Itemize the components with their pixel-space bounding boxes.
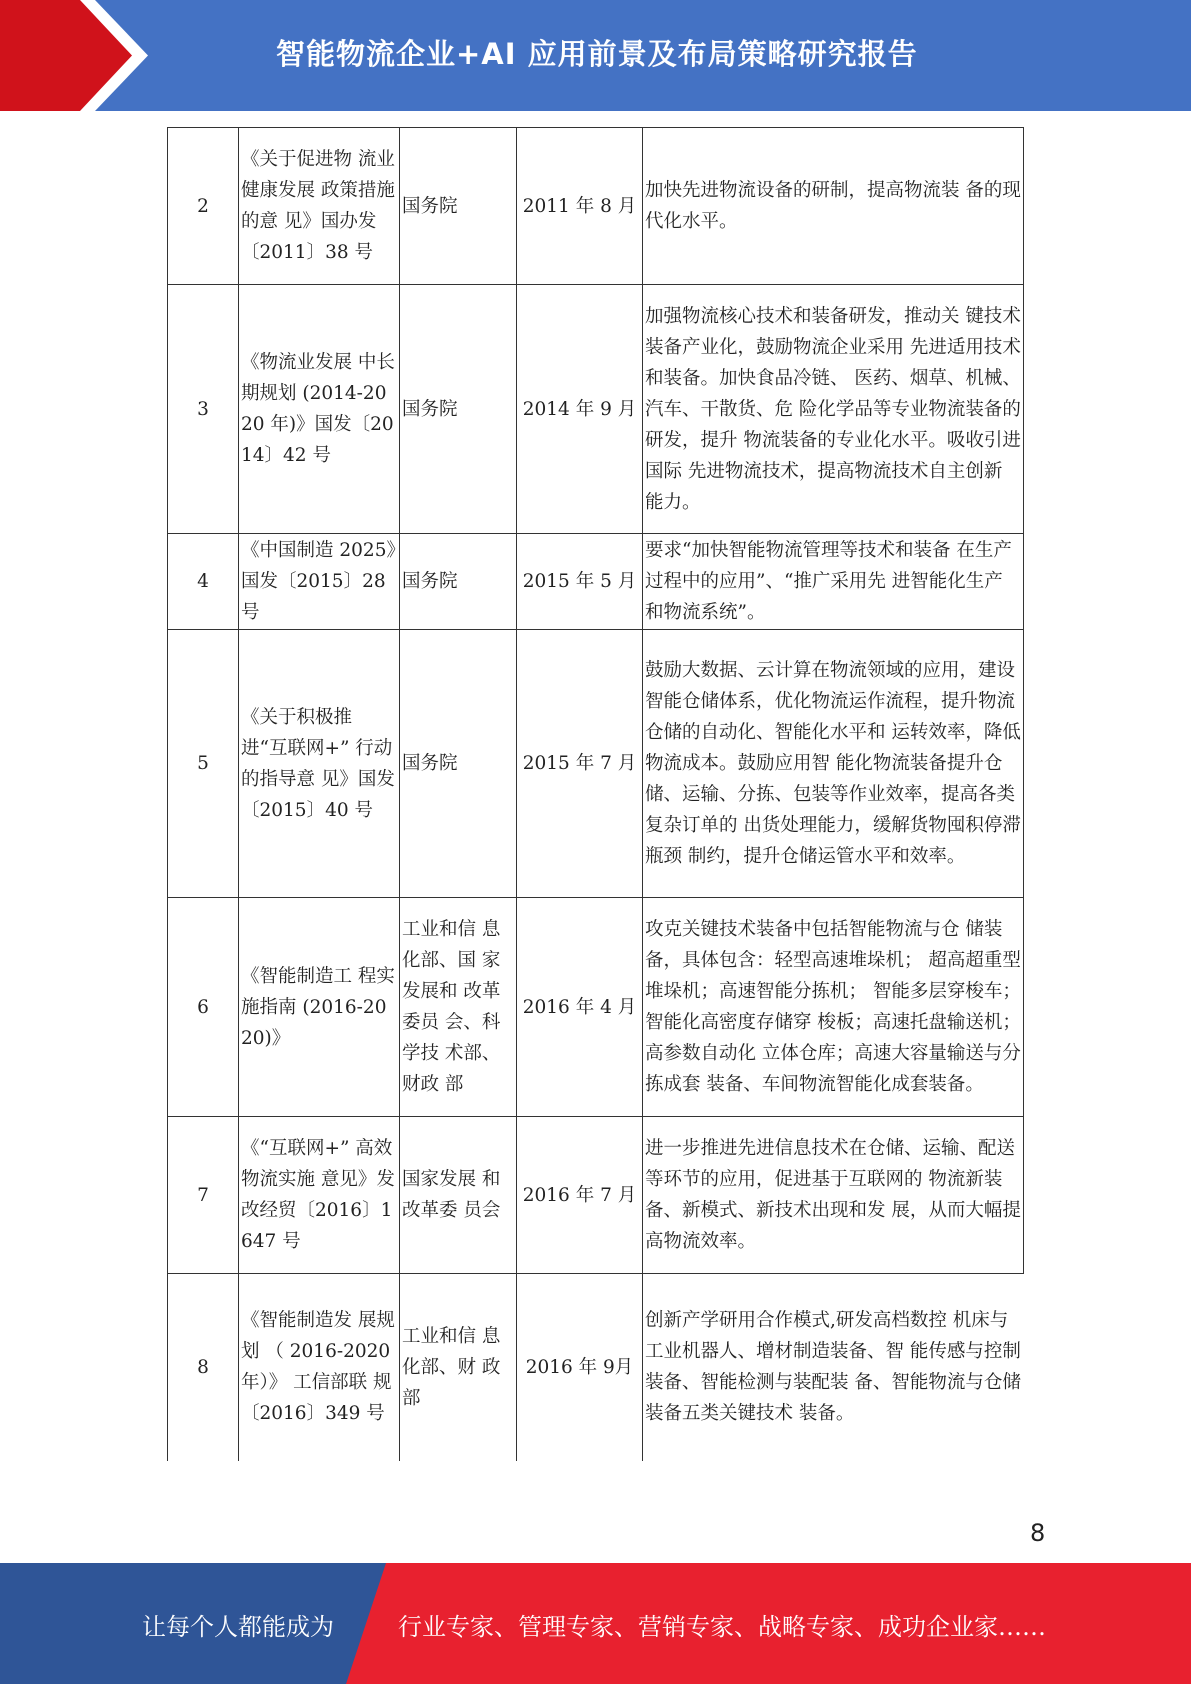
policy-content: 进一步推进先进信息技术在仓储、运输、配送等环节的应用，促进基于互联网的 物流新装备、新模式、新技术出现和发 展，从而大幅提高物流效率。 (643, 1117, 1024, 1274)
table-row (168, 285, 1024, 534)
table-row (168, 128, 1024, 285)
issue-date: 2011 年 8 月 (517, 128, 643, 285)
footer-slogan-right: 行业专家、管理专家、营销专家、战略专家、成功企业家…… (398, 1613, 1046, 1641)
table-row (168, 630, 1024, 898)
row-number: 8 (168, 1274, 239, 1461)
page-header (0, 0, 1191, 111)
issue-date: 2016 年 9月 (517, 1274, 643, 1461)
issue-date: 2016 年 4 月 (517, 898, 643, 1117)
table-row (168, 1117, 1024, 1274)
row-number: 4 (168, 534, 239, 630)
policy-document: 《物流业发展 中长期规划 (2014-2020 年)》国发〔2014〕42 号 (239, 285, 400, 534)
footer-slogan-left: 让每个人都能成为 (142, 1613, 334, 1641)
row-number: 5 (168, 630, 239, 898)
issuing-agency: 国家发展 和改革委 员会 (400, 1117, 517, 1274)
page-number: 8 (1030, 1519, 1046, 1547)
issuing-agency: 国务院 (400, 285, 517, 534)
policy-document: 《“互联网+” 高效物流实施 意见》发改经贸〔2016〕1647 号 (239, 1117, 400, 1274)
policy-document: 《关于促进物 流业健康发展 政策措施的意 见》国办发〔2011〕38 号 (239, 128, 400, 285)
issuing-agency: 国务院 (400, 128, 517, 285)
policy-content: 攻克关键技术装备中包括智能物流与仓 储装备，具体包含：轻型高速堆垛机； 超高超重型堆垛机；高速智能分拣机； 智能多层穿梭车；智能化高密度存储穿 梭板；高速托盘输送机；高参数自动化 立体仓库；高速大容量输送与分拣成套 装备、车间物流智能化成套装备。 (643, 898, 1024, 1117)
policy-document: 《智能制造工 程实施指南 (2016-2020)》 (239, 898, 400, 1117)
policy-document: 《关于积极推 进“互联网+” 行动的指导意 见》国发〔2015〕40 号 (239, 630, 400, 898)
table-row (168, 898, 1024, 1117)
policy-document: 《智能制造发 展规 划 （ 2016-2020 年）》 工信部联 规〔2016〕349 号 (239, 1274, 400, 1461)
row-number: 7 (168, 1117, 239, 1274)
row-number: 2 (168, 128, 239, 285)
table-row (168, 1274, 1024, 1461)
issue-date: 2016 年 7 月 (517, 1117, 643, 1274)
report-title: 智能物流企业+AI 应用前景及布局策略研究报告 (276, 37, 918, 71)
row-number: 3 (168, 285, 239, 534)
row-number: 6 (168, 898, 239, 1117)
issue-date: 2015 年 5 月 (517, 534, 643, 630)
table-row (168, 534, 1024, 630)
policy-content: 创新产学研用合作模式,研发高档数控 机床与工业机器人、增材制造装备、智 能传感与控制装备、智能检测与装配装 备、智能物流与仓储装备五类关键技术 装备。 (643, 1274, 1024, 1461)
issue-date: 2015 年 7 月 (517, 630, 643, 898)
policy-content: 加快先进物流设备的研制，提高物流装 备的现代化水平。 (643, 128, 1024, 285)
policy-document: 《中国制造 2025》国发〔2015〕28 号 (239, 534, 400, 630)
issuing-agency: 国务院 (400, 630, 517, 898)
policy-content: 加强物流核心技术和装备研发，推动关 键技术装备产业化，鼓励物流企业采用 先进适用技术和装备。加快食品冷链、 医药、烟草、机械、汽车、干散货、危 险化学品等专业物流装备的研发，提升 物流装备的专业化水平。吸收引进国际 先进物流技术，提高物流技术自主创新 能力。 (643, 285, 1024, 534)
policy-table (167, 127, 1024, 1461)
issuing-agency: 国务院 (400, 534, 517, 630)
header-chevron-graphic (0, 0, 160, 111)
page-footer (0, 1563, 1191, 1684)
issuing-agency: 工业和信 息化部、国 家发展和 改革委员 会、科学技 术部、财政 部 (400, 898, 517, 1117)
issuing-agency: 工业和信 息化部、财 政部 (400, 1274, 517, 1461)
policy-content: 鼓励大数据、云计算在物流领域的应用，建设智能仓储体系，优化物流运作流程，提升物流仓储的自动化、智能化水平和 运转效率，降低物流成本。鼓励应用智 能化物流装备提升仓储、运输、分拣、包装等作业效率，提高各类复杂订单的 出货处理能力，缓解货物囤积停滞瓶颈 制约，提升仓储运管水平和效率。 (643, 630, 1024, 898)
issue-date: 2014 年 9 月 (517, 285, 643, 534)
policy-content: 要求“加快智能物流管理等技术和装备 在生产过程中的应用”、“推广采用先 进智能化生产和物流系统”。 (643, 534, 1024, 630)
